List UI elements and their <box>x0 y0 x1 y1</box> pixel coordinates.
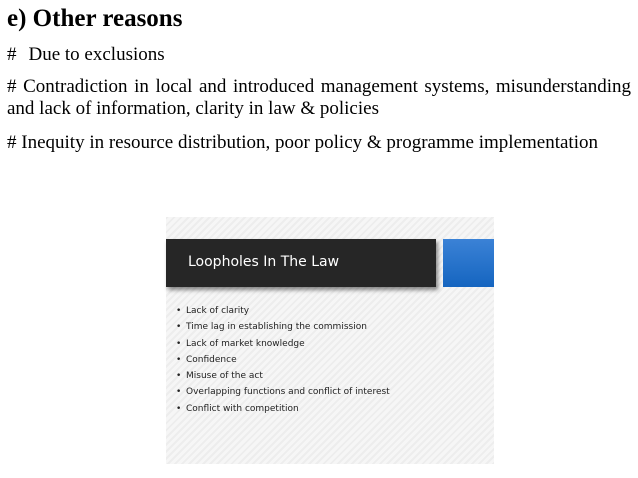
slide-bullet-list <box>176 303 390 417</box>
bullet-dot-icon: • <box>176 387 182 398</box>
slide-bullet: • Lack of market knowledge <box>176 336 390 352</box>
slide-bullet: • Time lag in establishing the commission <box>176 319 390 335</box>
hash-marker: # <box>7 44 17 65</box>
slide-title-bar <box>166 239 436 287</box>
slide-bullet: • Overlapping functions and conflict of interest <box>176 384 390 400</box>
bullet-dot-icon: • <box>176 338 182 349</box>
reason-text: Contradiction in local and introduced management systems, misunderstanding and lack of information, clarity in law & policies <box>7 76 631 119</box>
reason-item <box>7 44 631 66</box>
reason-item <box>7 132 631 154</box>
slide-bullet: • Confidence <box>176 352 390 368</box>
slide-bullet: • Lack of clarity <box>176 303 390 319</box>
slide-accent-block <box>443 239 494 287</box>
bullet-dot-icon: • <box>176 322 182 333</box>
slide-bullet: • Conflict with competition <box>176 401 390 417</box>
slide-bullet: • Misuse of the act <box>176 368 390 384</box>
bullet-dot-icon: • <box>176 306 182 316</box>
reason-item <box>7 76 631 120</box>
embedded-slide <box>166 217 494 464</box>
hash-marker: # <box>7 76 17 97</box>
bullet-dot-icon: • <box>176 371 182 382</box>
section-heading: e) Other reasons <box>7 5 183 32</box>
reason-text: Inequity in resource distribution, poor policy & programme implementation <box>21 132 598 153</box>
reason-text: Due to exclusions <box>28 44 165 65</box>
bullet-dot-icon: • <box>176 403 182 414</box>
slide-title: Loopholes In The Law <box>188 254 340 270</box>
hash-marker: # <box>7 132 17 153</box>
bullet-dot-icon: • <box>176 354 182 365</box>
